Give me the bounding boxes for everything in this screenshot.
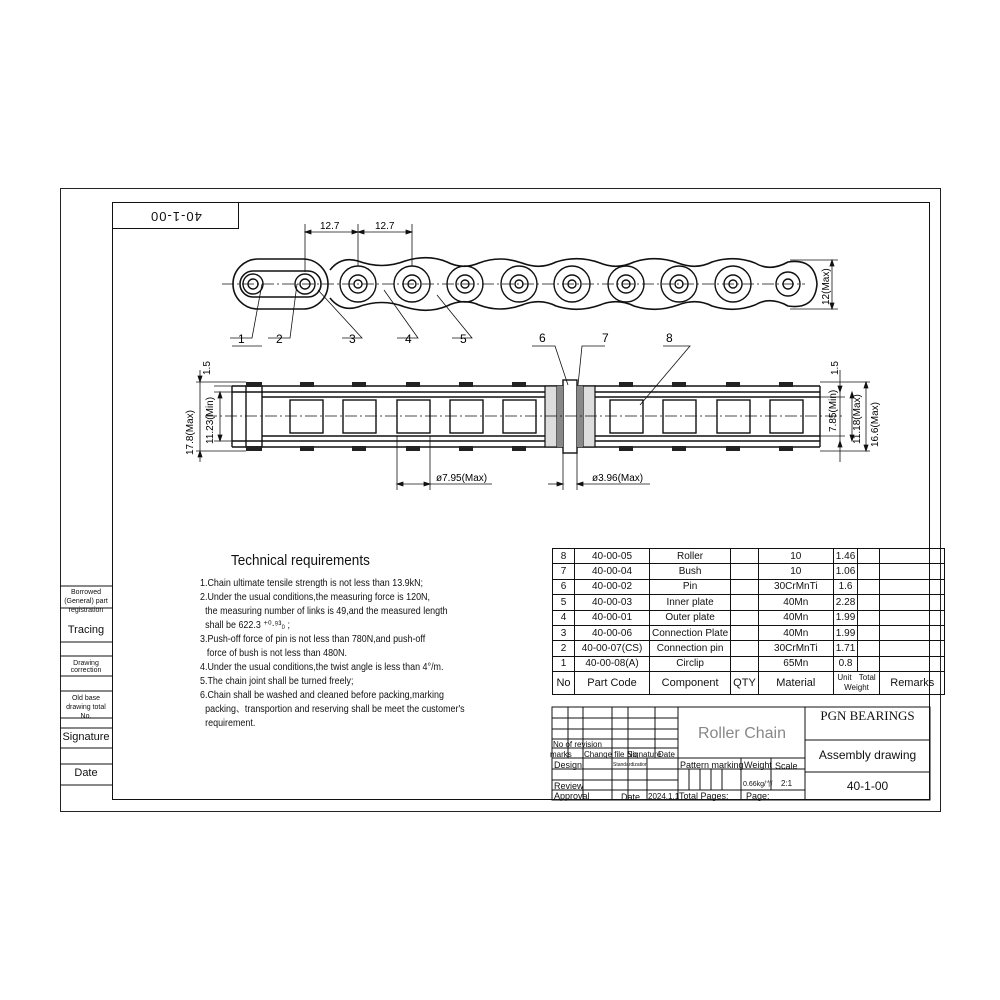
callout-5: 5 (460, 332, 467, 346)
tb-pattern-marking: Pattern marking (680, 760, 744, 770)
bom-header-no: No (553, 672, 575, 695)
bom-cell-code: 40-00-08(A) (575, 656, 650, 671)
tb-review: Review (554, 781, 584, 791)
bom-cell-code: 40-00-07(CS) (575, 641, 650, 656)
bom-cell-material: 40Mn (758, 625, 833, 640)
bom-cell-no: 8 (553, 549, 575, 564)
bom-cell-unit: 1.06 (833, 564, 857, 579)
bom-cell-unit: 1.99 (833, 610, 857, 625)
field-drawing-correction: Drawing correction (70, 660, 102, 674)
tb-weight-value: 0.66kg/节 (743, 781, 773, 788)
bom-header-remarks: Remarks (880, 672, 945, 695)
callout-4: 4 (405, 332, 412, 346)
tech-req-line: 3.Push-off force of pin is not less than 780N,and push-off (200, 634, 426, 645)
pitch-dim-2: 12.7 (375, 221, 395, 232)
tb-marks: marks (550, 750, 572, 759)
tech-req-line: shall be 622.3 ⁺⁰·⁹³₀ ; (205, 620, 291, 631)
tb-date: Date (658, 750, 675, 759)
tb-signature: Signature (627, 750, 662, 759)
dim-pin-dia: ø3.96(Max) (592, 473, 644, 484)
callout-6: 6 (539, 331, 546, 345)
bom-cell-no: 6 (553, 579, 575, 594)
bom-cell-material: 10 (758, 564, 833, 579)
tech-req-line: 1.Chain ultimate tensile strength is not less than 13.9kN; (200, 578, 424, 589)
callout-8: 8 (666, 331, 673, 345)
bom-cell-component: Bush (650, 564, 731, 579)
bom-cell-component: Outer plate (650, 610, 731, 625)
bom-cell-component: Roller (650, 549, 731, 564)
tb-scale-value: 2:1 (781, 779, 793, 788)
dim-plate-right: 1.5 (830, 361, 841, 375)
tb-change-file: Change file No (584, 750, 637, 759)
bom-cell-unit: 1.46 (833, 549, 857, 564)
bom-cell-code: 40-00-06 (575, 625, 650, 640)
bom-cell-unit: 1.71 (833, 641, 857, 656)
dim-roller-dia: ø7.95(Max) (436, 473, 488, 484)
bom-header-weight-label: Weight (844, 683, 869, 693)
bom-cell-code: 40-00-03 (575, 595, 650, 610)
tech-req-line: force of bush is not less than 480N. (206, 648, 347, 659)
bom-header-code: Part Code (575, 672, 650, 695)
bom-header-material: Material (758, 672, 833, 695)
tb-total-pages: Total Pages: (679, 791, 729, 801)
dim-overall-left: 17.8(Max) (185, 409, 196, 455)
tech-req-title: Technical requirements (231, 552, 370, 569)
bom-header-total: Total (858, 673, 876, 683)
tech-req-line: 6.Chain shall be washed and cleaned before packing,marking (200, 690, 444, 701)
field-signature: Signature (62, 731, 110, 743)
tech-req-line: 2.Under the usual conditions,the measuring force is 120N, (200, 592, 430, 603)
callout-3: 3 (349, 332, 356, 346)
title-block-code: 40-1-00 (846, 779, 889, 793)
bom-cell-no: 4 (553, 610, 575, 625)
tech-req-line: packing、transportion and reserving shall be meet the customer's (205, 704, 465, 715)
callout-7: 7 (602, 331, 609, 345)
tb-approval: Approval (554, 791, 590, 801)
tech-req-line: 5.The chain joint shall be turned freely; (200, 676, 354, 687)
bom-cell-material: 65Mn (758, 656, 833, 671)
tb-scale: Scale (775, 761, 798, 771)
bom-cell-component: Pin (650, 579, 731, 594)
bom-cell-component: Connection pin (650, 641, 731, 656)
tb-year: 2024.1.1 (648, 792, 680, 801)
bom-cell-material: 40Mn (758, 610, 833, 625)
tb-page: Page: (746, 791, 770, 801)
bom-cell-component: Connection Plate (650, 625, 731, 640)
bom-cell-no: 3 (553, 625, 575, 640)
tech-req-line: 4.Under the usual conditions,the twist angle is less than 4°/m. (200, 662, 444, 673)
bom-cell-code: 40-00-05 (575, 549, 650, 564)
bom-cell-no: 7 (553, 564, 575, 579)
bom-cell-component: Circlip (650, 656, 731, 671)
bom-header-unit: Unit (837, 673, 852, 683)
bom-cell-unit: 1.99 (833, 625, 857, 640)
tech-req-line: the measuring number of links is 49,and the measured length (205, 606, 448, 617)
bom-cell-no: 5 (553, 595, 575, 610)
field-date: Date (74, 767, 98, 779)
bom-cell-material: 40Mn (758, 595, 833, 610)
tb-no-of-revision: No of revision (553, 740, 602, 749)
bom-cell-code: 40-00-04 (575, 564, 650, 579)
dim-plate-left: 1.5 (202, 361, 213, 375)
tb-design: Design (554, 760, 583, 770)
field-old-base: Old base drawing total No. (66, 695, 106, 720)
bom-cell-material: 30CrMnTi (758, 641, 833, 656)
bom-header-qty: QTY (731, 672, 759, 695)
dim-mid-right: 11.18(Max) (852, 394, 863, 444)
company-name: PGN BEARINGS (820, 708, 915, 723)
field-borrowed: Borrowed (General) part registration (64, 589, 108, 614)
bom-cell-no: 1 (553, 656, 575, 671)
height-dim: 12(Max) (821, 268, 832, 305)
product-name: Roller Chain (697, 725, 787, 742)
bom-cell-material: 10 (758, 549, 833, 564)
dim-inner-right: 7.85(Min) (828, 389, 839, 432)
field-tracing: Tracing (67, 624, 105, 636)
bom-cell-code: 40-00-01 (575, 610, 650, 625)
tech-req-line: requirement. (205, 718, 256, 729)
bom-cell-no: 2 (553, 641, 575, 656)
bom-cell-component: Inner plate (650, 595, 731, 610)
bom-cell-code: 40-00-02 (575, 579, 650, 594)
bom-cell-unit: 2.28 (833, 595, 857, 610)
tb-standardization: Standardization (613, 762, 648, 768)
bom-cell-unit: 0.8 (833, 656, 857, 671)
drawing-type: Assembly drawing (818, 748, 917, 762)
dim-inner-left: 11.23(Min) (205, 396, 216, 444)
bom-cell-material: 30CrMnTi (758, 579, 833, 594)
tb-date-2: Date (621, 792, 641, 802)
callout-2: 2 (276, 332, 283, 346)
callout-1: 1 (238, 332, 245, 346)
drawing-code-rotated: 40-1-00 (149, 209, 202, 224)
tb-weight: Weight (744, 760, 772, 770)
bom-cell-unit: 1.6 (833, 579, 857, 594)
dim-overall-right: 16.6(Max) (870, 401, 881, 447)
pitch-dim-1: 12.7 (320, 221, 340, 232)
bom-header-component: Component (650, 672, 731, 695)
